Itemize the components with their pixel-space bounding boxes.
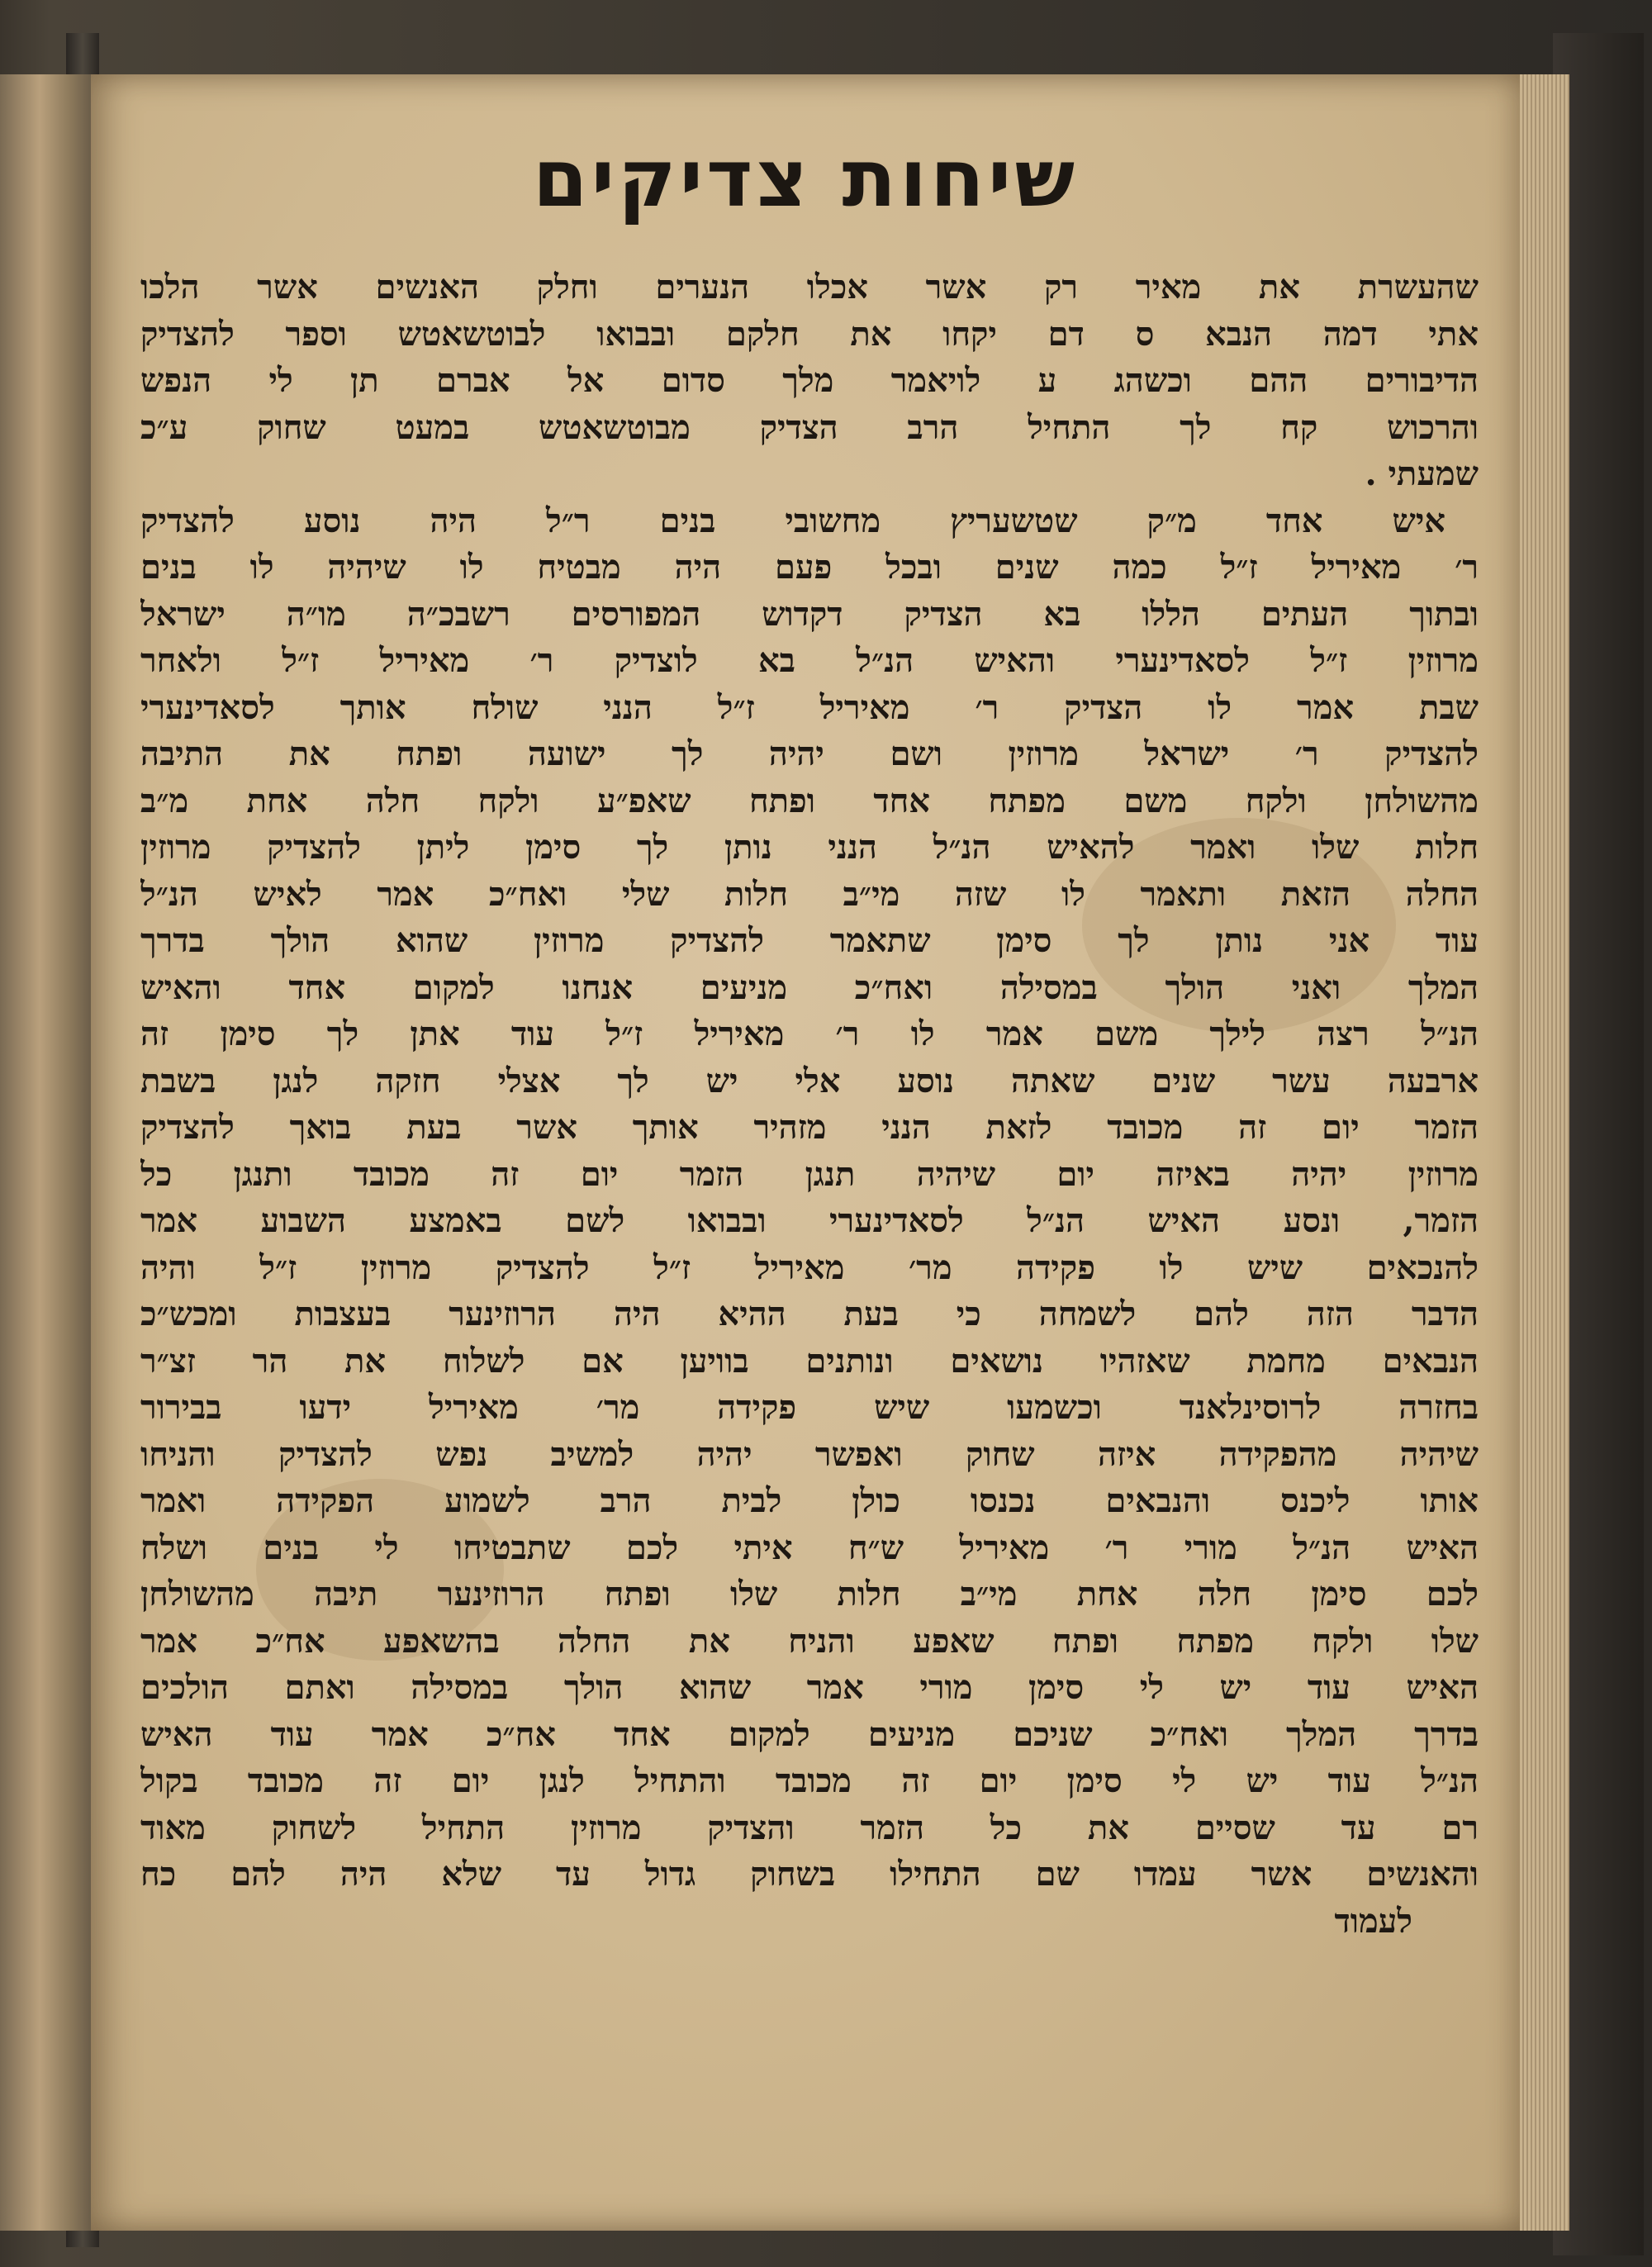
text-line: ר׳ מאיריל ז״ל כמה שנים ובכל פעם היה מבטיח לו שיהיה לו בנים bbox=[140, 548, 1479, 587]
text-line: שבת אמר לו הצדיק ר׳ מאיריל ז״ל הנני שולח אותך לסאדינערי bbox=[140, 687, 1479, 727]
text-line: הדיבורים ההם וכשהג ע לויאמר מלך סדום אל אברם תן לי הנפש bbox=[140, 361, 1479, 400]
text-line: חלות שלו ואמר להאיש הנ״ל הנני נותן לך סימן ליתן להצדיק מרוזין bbox=[140, 828, 1479, 867]
text-line: ארבעה עשר שנים שאתה נוסע אלי יש לך אצלי חזקה לנגן בשבת bbox=[140, 1061, 1479, 1100]
facing-page-edge bbox=[0, 74, 101, 2231]
text-line: החלה הזאת ותאמר לו שזה מי״ב חלות שלי ואח״כ אמר לאיש הנ״ל bbox=[140, 874, 1479, 914]
text-line: הנ״ל עוד יש לי סימן יום זה מכובד והתחיל לנגן יום זה מכובד בקול bbox=[140, 1761, 1479, 1800]
text-line: שלו ולקח מפתח ופתח שאפע והניח את החלה בהשאפע אח״כ אמר bbox=[140, 1621, 1479, 1661]
text-line: אותו ליכנס והנבאים נכנסו כולן לבית הרב לשמוע הפקידה ואמר bbox=[140, 1481, 1479, 1520]
book-page bbox=[91, 74, 1520, 2231]
text-line: בחזרה לרוסינלאנד וכשמעו שיש פקידה מר׳ מאיריל ידעו בבירור bbox=[140, 1388, 1479, 1427]
text-line: להנכאים שיש לו פקידה מר׳ מאיריל ז״ל להצדיק מרוזין ז״ל והיה bbox=[140, 1248, 1479, 1287]
text-line: מרוזין יהיה באיזה יום שיהיה תנגן הזמר יום זה מכובד ותנגן כל bbox=[140, 1154, 1479, 1194]
text-line: ובתוך העתים הללו בא הצדיק דקדוש המפורסים רשבכ״ה מו״ה ישראל bbox=[140, 594, 1479, 634]
text-line: להצדיק ר׳ ישראל מרוזין ושם יהיה לך ישועה ופתח את התיבה bbox=[140, 734, 1479, 773]
body-text bbox=[140, 264, 1479, 1945]
text-line: הנ״ל רצה לילך משם אמר לו ר׳ מאיריל ז״ל עוד אתן לך סימן זה bbox=[140, 1015, 1479, 1053]
text-line: לעמוד bbox=[1334, 1901, 1412, 1941]
text-line: לכם סימן חלה אחת מי״ב חלות שלו ופתח הרוזינער תיבה מהשולחן bbox=[140, 1575, 1479, 1614]
page-stack-edge bbox=[1512, 74, 1569, 2231]
text-line: הזמר, ונסע האיש הנ״ל לסאדינערי ובבואו לשם באמצע השבוע אמר bbox=[140, 1201, 1479, 1240]
text-line: הזמר יום זה מכובד לזאת הנני מזהיר אותך אשר בעת בואך להצדיק bbox=[140, 1108, 1479, 1147]
text-line: הנבאים מחמת שאזהיו נושאים ונותנים בוויען אם לשלוח את הר זצ״ר bbox=[140, 1341, 1479, 1381]
text-line: מרוזין ז״ל לסאדינערי והאיש הנ״ל בא לוצדיק ר׳ מאיריל ז״ל ולאחר bbox=[140, 641, 1479, 680]
text-line: המלך ואני הולך במסילה ואח״כ מניעים אנחנו למקום אחד והאיש bbox=[140, 967, 1479, 1007]
text-line: איש אחד מ״ק שטשעריץ מחשובי בנים ר״ל היה נוסע להצדיק bbox=[140, 501, 1446, 540]
text-line: עוד אני נותן לך סימן שתאמר להצדיק מרוזין שהוא הולך בדרך bbox=[140, 921, 1479, 960]
page-title: שיחות צדיקים bbox=[532, 132, 1079, 225]
text-line: והאנשים אשר עמדו שם התחילו בשחוק גדול עד שלא היה להם כח bbox=[140, 1855, 1479, 1894]
text-line: האיש הנ״ל מורי ר׳ מאיריל ש״ח איתי לכם שתבטיחו לי בנים ושלח bbox=[140, 1528, 1479, 1567]
text-line: שמעתי . bbox=[1365, 454, 1479, 493]
text-line: הדבר הזה להם לשמחה כי בעת ההיא היה הרוזינער בעצבות ומכש״כ bbox=[140, 1295, 1479, 1333]
text-line: שיהיה מהפקידה איזה שחוק ואפשר יהיה למשיב נפש להצדיק והניחו bbox=[140, 1434, 1479, 1474]
text-line: והרכוש קח לך התחיל הרב הצדיק מבוטשאטש במעט שחוק ע״כ bbox=[140, 407, 1479, 447]
text-line: אתי דמה הנבא ס דם יקחו את חלקם ובבואו לבוטשאטש וספר להצדיק bbox=[140, 314, 1479, 354]
text-line: שהעשרת את מאיר רק אשר אכלו הנערים וחלק האנשים אשר הלכו bbox=[140, 268, 1479, 307]
text-line: בדרך המלך ואח״כ שניכם מניעים למקום אחד אח״כ אמר עוד האיש bbox=[140, 1714, 1479, 1754]
text-line: מהשולחן ולקח משם מפתח אחד ופתח שאפ״ע ולקח חלה אחת מ״ב bbox=[140, 781, 1479, 820]
text-line: רם עד שסיים את כל הזמר והצדיק מרוזין התחיל לשחוק מאוד bbox=[140, 1808, 1479, 1847]
text-line: האיש עוד יש לי סימן מורי אמר שהוא הולך במסילה ואתם הולכים bbox=[140, 1668, 1479, 1707]
